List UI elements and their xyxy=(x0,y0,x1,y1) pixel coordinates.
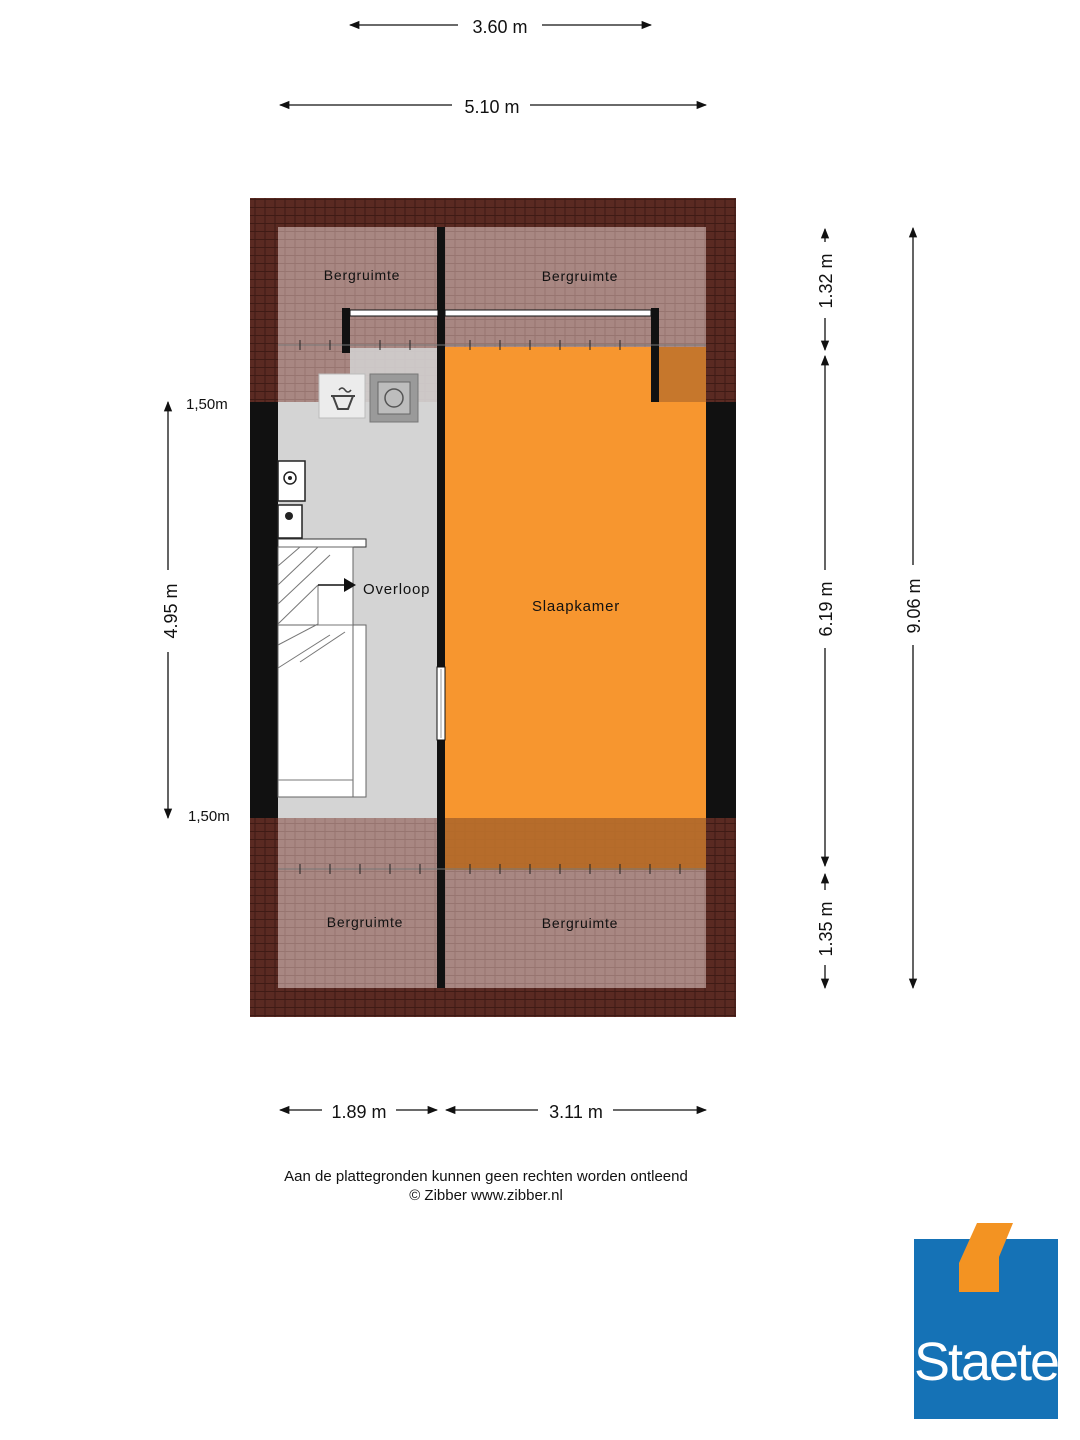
label-storage-bottom-right: Bergruimte xyxy=(541,915,619,931)
label-storage-bottom-left: Bergruimte xyxy=(326,914,404,930)
wall-left xyxy=(250,402,278,818)
bedroom-floor-knee-top xyxy=(657,347,706,402)
label-storage-top-right: Bergruimte xyxy=(541,268,619,284)
dim-label-right-total: 9.06 m xyxy=(904,578,924,634)
footer-disclaimer: Aan de plattegronden kunnen geen rechten worden ontleend xyxy=(284,1168,688,1185)
wall-stub-right xyxy=(651,308,659,402)
label-storage-top-left: Bergruimte xyxy=(323,267,401,283)
dim-label-right-lower: 1.35 m xyxy=(816,901,836,957)
dim-label-knee-top: 1,50m xyxy=(186,396,228,413)
dim-label-top-outer: 5.10 m xyxy=(464,97,520,117)
wall-stub-left xyxy=(342,308,350,353)
staircase xyxy=(278,539,366,797)
footer-copyright: © Zibber www.zibber.nl xyxy=(409,1187,563,1204)
boiler-icon xyxy=(278,461,305,501)
storage-area-top-right xyxy=(445,227,706,347)
dim-label-left-height: 4.95 m xyxy=(161,583,181,639)
dim-label-knee-bottom: 1,50m xyxy=(188,808,230,825)
wall-divider-lower xyxy=(437,740,445,988)
staete-logo-text: Staete xyxy=(913,1332,1059,1392)
dim-label-bottom-left: 1.89 m xyxy=(331,1102,387,1122)
meter-cabinet-icon xyxy=(278,505,302,538)
washer-icon xyxy=(319,374,365,418)
label-bedroom: Slaapkamer xyxy=(531,598,621,615)
staete-logo xyxy=(914,1223,1058,1419)
dim-label-right-middle: 6.19 m xyxy=(816,581,836,637)
bedroom-floor xyxy=(445,347,706,818)
wall-divider-upper xyxy=(437,227,445,667)
wall-right xyxy=(706,402,736,818)
dim-label-right-upper: 1.32 m xyxy=(816,253,836,309)
dryer-icon xyxy=(370,374,418,422)
closet-door-top-2 xyxy=(445,310,651,316)
label-landing: Overloop xyxy=(363,581,431,598)
bedroom-floor-knee-bottom xyxy=(445,818,706,870)
dim-label-bottom-right: 3.11 m xyxy=(549,1102,603,1122)
storage-area-bottom-left xyxy=(278,818,438,988)
closet-door-top-1 xyxy=(350,310,438,316)
dim-label-top-inner: 3.60 m xyxy=(472,17,528,37)
